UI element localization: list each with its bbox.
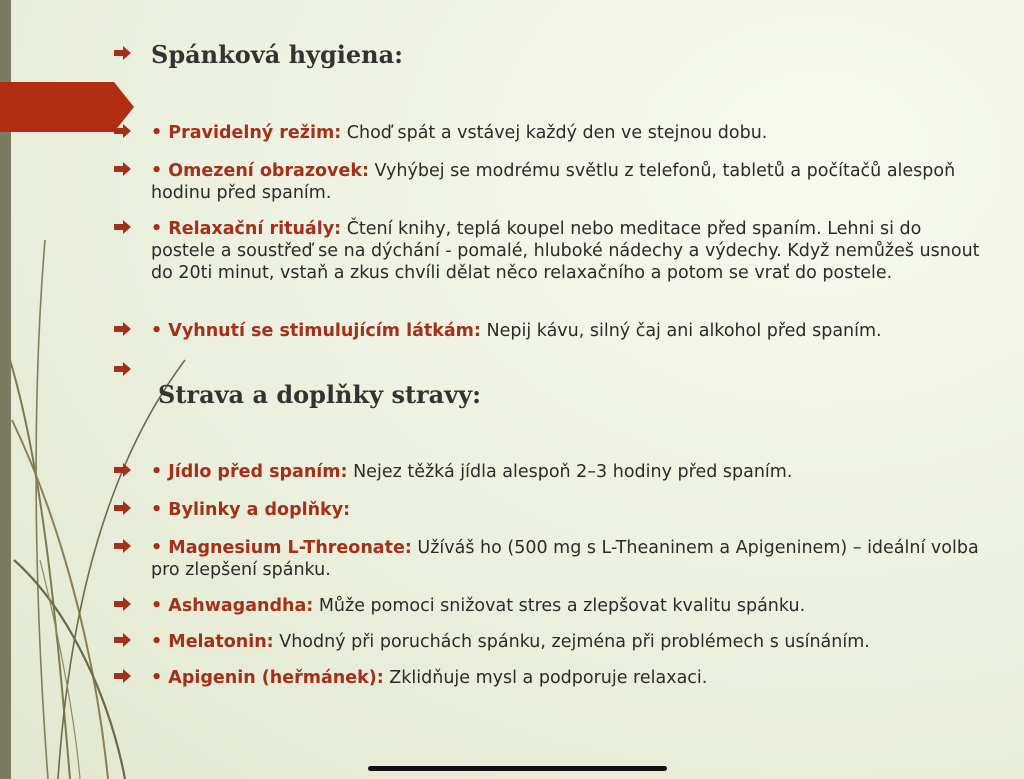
- arrow-bullet-icon: [114, 501, 131, 515]
- item-text: • Magnesium L-Threonate: Užíváš ho (500 mg s L-Theaninem a Apigeninem) – ideální volba pro zlepšení spánku.: [151, 538, 979, 580]
- arrow-bullet-icon: [114, 220, 131, 234]
- section-heading: Spánková hygiena:: [151, 40, 404, 69]
- arrow-bullet-icon: [114, 463, 131, 477]
- section-heading: Strava a doplňky stravy:: [158, 380, 481, 409]
- home-indicator[interactable]: [368, 766, 667, 771]
- arrow-bullet-icon: [114, 162, 131, 176]
- item-text: • Jídlo před spaním: Nejez těžká jídla alespoň 2–3 hodiny před spaním.: [151, 462, 793, 482]
- arrow-bullet-icon: [114, 124, 131, 138]
- arrow-bullet-icon: [114, 669, 131, 683]
- item-text: • Apigenin (heřmánek): Zklidňuje mysl a podporuje relaxaci.: [151, 668, 708, 688]
- arrow-bullet-icon: [114, 322, 131, 336]
- item-text: • Melatonin: Vhodný při poruchách spánku, zejména při problémech s usínáním.: [151, 632, 870, 652]
- arrow-bullet-icon: [114, 539, 131, 553]
- item-text: • Ashwagandha: Může pomoci snižovat stres a zlepšovat kvalitu spánku.: [151, 596, 806, 616]
- arrow-bullet-icon: [114, 46, 131, 60]
- arrow-bullet-icon: [114, 362, 131, 376]
- item-text: • Omezení obrazovek: Vyhýbej se modrému světlu z telefonů, tabletů a počítačů alespoň hodinu před spaním.: [151, 161, 956, 203]
- item-text: • Relaxační rituály: Čtení knihy, teplá koupel nebo meditace před spaním. Lehni si do postele a soustřeď se na dýchání - pomalé, hluboké nádechy a výdechy. Když nemůžeš usnout do 20ti minut, vstaň a zkus chvíli dělat něco relaxačního a potom se vrať do postele.: [151, 219, 980, 283]
- arrow-bullet-icon: [114, 633, 131, 647]
- item-text: • Vyhnutí se stimulujícím látkám: Nepij kávu, silný čaj ani alkohol před spaním.: [151, 321, 882, 341]
- item-text: • Bylinky a doplňky:: [151, 500, 351, 520]
- item-text: • Pravidelný režim: Choď spát a vstávej každý den ve stejnou dobu.: [151, 123, 768, 143]
- arrow-bullet-icon: [114, 597, 131, 611]
